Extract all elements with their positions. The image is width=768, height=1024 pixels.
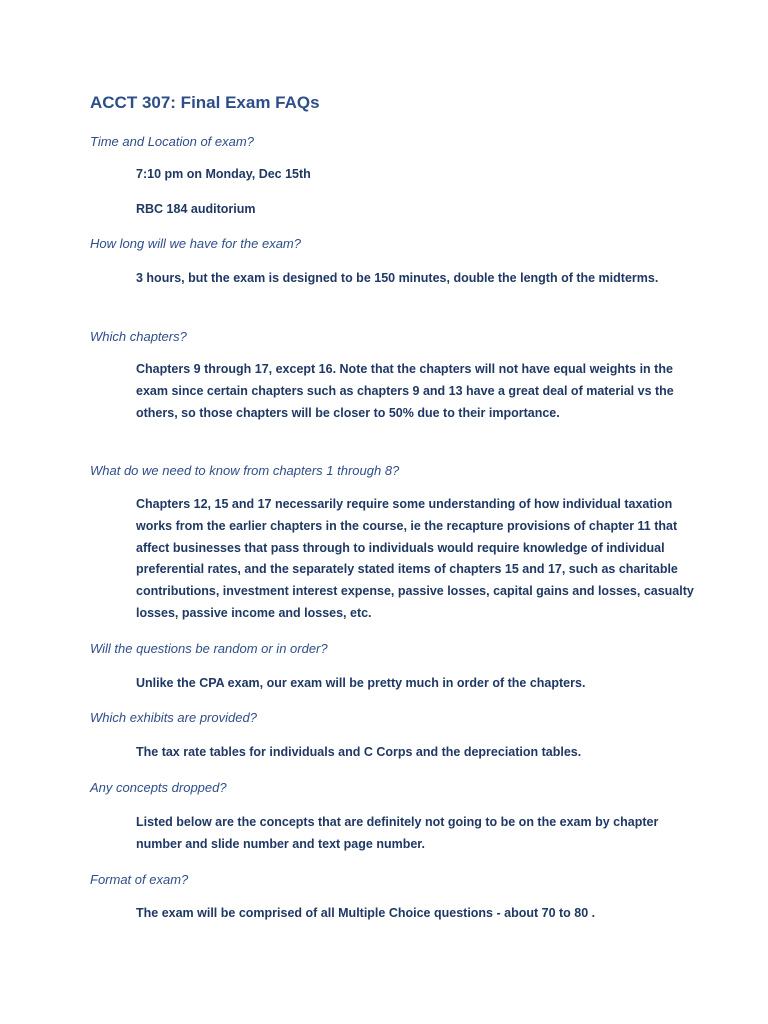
faq-answer-order: Unlike the CPA exam, our exam will be pretty much in order of the chapters. [136, 676, 586, 690]
faq-answer-prior-chapters: Chapters 12, 15 and 17 necessarily require some understanding of how individual taxation works from the earlier chapters in the course, ie the recapture provisions of chapter 11 that affect businesses that pass through to individuals would require knowledge of individual preferential rates, and the separately stated items of chapters 15 and 17, such as charitable contributions, investment interest expense, passive losses, capital gains and losses, casualty losses, passive income and losses, etc. [136, 497, 694, 620]
faq-question-prior-chapters: What do we need to know from chapters 1 through 8? [90, 463, 400, 478]
faq-question-order: Will the questions be random or in order? [90, 641, 328, 656]
faq-question-duration: How long will we have for the exam? [90, 236, 301, 251]
faq-question-format: Format of exam? [90, 872, 189, 887]
faq-question-chapters: Which chapters? [90, 329, 187, 344]
faq-answer-duration: 3 hours, but the exam is designed to be 150 minutes, double the length of the midterms. [136, 271, 659, 285]
faq-answer-chapters: Chapters 9 through 17, except 16. Note that the chapters will not have equal weights in the exam since certain chapters such as chapters 9 and 13 have a great deal of material vs the others, so those chapters will be closer to 50% due to their importance. [136, 362, 674, 420]
faq-answer-exhibits: The tax rate tables for individuals and C Corps and the depreciation tables. [136, 745, 582, 759]
faq-question-dropped: Any concepts dropped? [90, 780, 227, 795]
faq-answer-time: 7:10 pm on Monday, Dec 15th [136, 167, 311, 181]
faq-answer-dropped: Listed below are the concepts that are definitely not going to be on the exam by chapter number and slide number and text page number. [136, 815, 659, 851]
document-title: ACCT 307: Final Exam FAQs [90, 93, 320, 112]
faq-answer-format: The exam will be comprised of all Multiple Choice questions - about 70 to 80 . [136, 906, 596, 920]
faq-question-time-location: Time and Location of exam? [90, 134, 254, 149]
faq-question-exhibits: Which exhibits are provided? [90, 710, 257, 725]
faq-answer-location: RBC 184 auditorium [136, 202, 256, 216]
